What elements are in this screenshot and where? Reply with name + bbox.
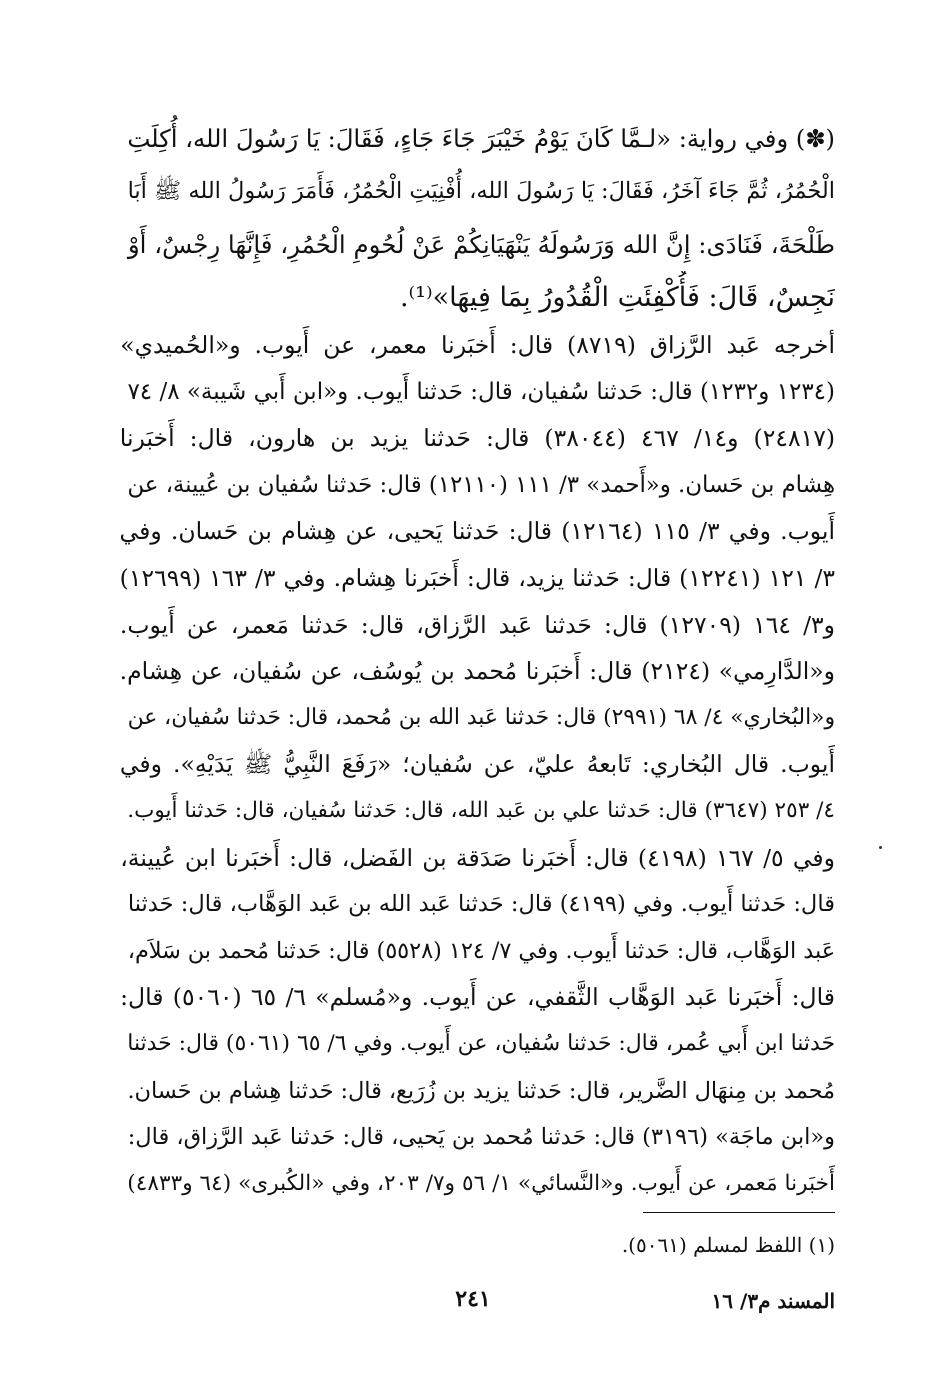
takhrij-line: (٢٤٨١٧) و١٤/ ٤٦٧ (٣٨٠٤٤) قال: حَدثنا يزيد بن هارون، قال: أَخبَرنا: [120, 424, 835, 453]
hadith-line: طَلْحَةَ، فَنَادَى: إِنَّ الله وَرَسُولَهُ يَنْهَيَانِكُمْ عَنْ لُحُومِ الْحُمُرِ، فَإِنَّهَا رِجْسٌ، أَوْ: [127, 230, 835, 259]
takhrij-line: و«البُخاري» ٤/ ٦٨ (٢٩٩١) قال: حَدثنا عَبد الله بن مُحمد، قال: حَدثنا سُفيان، عن: [127, 704, 835, 730]
takhrij-line: عَبد الوَهَّاب، قال: حَدثنا أَيوب. وفي ٧/ ١٢٤ (٥٥٢٨) قال: حَدثنا مُحمد بن سَلاَم،: [127, 937, 835, 964]
takhrij-line: أَيوب. وفي ٣/ ١١٥ (١٢١٦٤) قال: حَدثنا يَحيى، عن هِشام بن حَسان. وفي: [120, 517, 835, 546]
hadith-line: الْحُمُرُ، ثُمَّ جَاءَ آخَرُ، فَقَالَ: يَا رَسُولَ الله، أُفْنِيَتِ الْحُمُرُ، فَأَمَرَ رَسُولُ الله ﷺ أَبَا: [127, 178, 835, 204]
takhrij-line: و٣/ ١٦٤ (١٢٧٠٩) قال: حَدثنا عَبد الرَّزاق، قال: حَدثنا مَعمر، عن أَيوب.: [120, 610, 835, 639]
hadith-line: نَجِسٌ، قَالَ: فَأُكْفِئَتِ الْقُدُورُ بِمَا فِيهَا»⁽¹⁾.: [399, 282, 835, 313]
takhrij-paragraph: [120, 322, 835, 1207]
hadith-line: (✽) وفي رواية: «لـمَّا كَانَ يَوْمُ خَيْبَرَ جَاءَ جَاءٍ، فَقَالَ: يَا رَسُولَ الله، أُكِلَتِ: [127, 124, 835, 153]
takhrij-line: قال: حَدثنا أَيوب. وفي (٤١٩٩) قال: حَدثنا عَبد الله بن عَبد الوَهَّاب، قال: حَدثنا: [127, 891, 835, 918]
volume-signature: المسند م٣/ ١٦: [711, 1289, 835, 1313]
takhrij-line: ٤/ ٢٥٣ (٣٦٤٧) قال: حَدثنا علي بن عَبد الله، قال: حَدثنا سُفيان، قال: حَدثنا أَيوب.: [127, 797, 835, 823]
footnote-separator: [643, 1212, 835, 1213]
takhrij-line: (١٢٣٤ و١٢٣٢) قال: حَدثنا سُفيان، قال: حَدثنا أَيوب. و«ابن أَبي شَيبة» ٨/ ٧٤: [127, 378, 835, 405]
takhrij-line: أخرجه عَبد الرَّزاق (٨٧١٩) قال: أَخبَرنا معمر، عن أَيوب. و«الحُميدي»: [120, 331, 835, 359]
takhrij-line: و«ابن ماجَة» (٣١٩٦) قال: حَدثنا مُحمد بن يَحيى، قال: حَدثنا عَبد الرَّزاق، قال:: [127, 1124, 835, 1151]
takhrij-line: و«الدَّارِمي» (٢١٢٤) قال: أَخبَرنا مُحمد بن يُوسُف، عن سُفيان، عن هِشام.: [120, 657, 835, 686]
takhrij-line: ٣/ ١٢١ (١٢٢٤١) قال: حَدثنا يزيد، قال: أَخبَرنا هِشام. وفي ٣/ ١٦٣ (١٢٦٩٩): [120, 563, 835, 592]
footnote: (١) اللفظ لمسلم (٥٠٦١).: [621, 1233, 835, 1257]
takhrij-line: أَيوب. قال البُخاري: تَابعهُ عليّ، عن سُفيان؛ «رَفَعَ النَّبِيُّ ﷺ يَدَيْهِ». وفي: [120, 750, 835, 779]
print-speck: [879, 846, 882, 849]
takhrij-line: قال: أَخبَرنا عَبد الوَهَّاب الثَّقفي، عن أَيوب. و«مُسلم» ٦/ ٦٥ (٥٠٦٠) قال:: [120, 983, 835, 1012]
hadith-paragraph: [120, 112, 835, 324]
takhrij-line: حَدثنا ابن أَبي عُمر، قال: حَدثنا سُفيان، عن أَيوب. وفي ٦/ ٦٥ (٥٠٦١) قال: حَدثنا: [127, 1030, 835, 1056]
takhrij-line: أَخبَرنا مَعمر، عن أَيوب. و«النَّسائي» ١/ ٥٦ و٧/ ٢٠٣، وفي «الكُبرى» (٦٤ و٤٨٣٣): [127, 1170, 835, 1196]
takhrij-line: وفي ٥/ ١٦٧ (٤١٩٨) قال: أَخبَرنا صَدَقة بن الفَضل، قال: أَخبَرنا ابن عُيينة،: [120, 843, 835, 872]
page-number: ٢٤١: [455, 1286, 491, 1312]
takhrij-line: مُحمد بن مِنهَال الضَّرير، قال: حَدثنا يزيد بن زُرَيع، قال: حَدثنا هِشام بن حَسان.: [127, 1077, 835, 1104]
takhrij-line: هِشام بن حَسان. و«أَحمد» ٣/ ١١١ (١٢١١٠) قال: حَدثنا سُفيان بن عُيينة، عن: [127, 471, 835, 498]
